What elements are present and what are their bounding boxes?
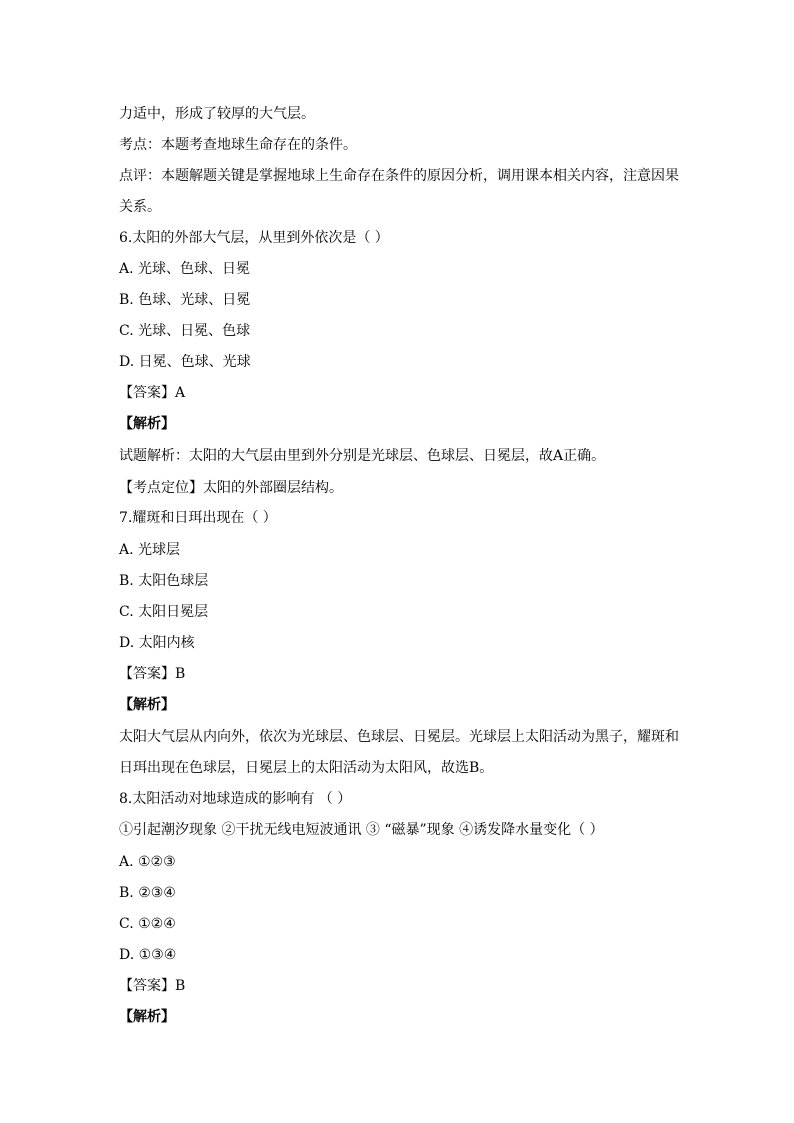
analysis-heading: 【解析】 [119, 1009, 175, 1025]
text-line: 力适中，形成了较厚的大气层。 [119, 106, 315, 122]
analysis-text: 试题解析：太阳的大气层由里到外分别是光球层、色球层、日冕层，故A正确。 [119, 448, 606, 464]
text-line: 考点：本题考查地球生命存在的条件。 [119, 137, 357, 153]
option-b: B. ②③④ [119, 885, 176, 901]
analysis-text: 太阳大气层从内向外，依次为光球层、色球层、日冕层。光球层上太阳活动为黑子，耀斑和 [119, 729, 679, 745]
option-d: D. ①③④ [119, 947, 177, 963]
analysis-heading: 【解析】 [119, 697, 175, 713]
option-d: D. 太阳内核 [119, 635, 195, 651]
analysis-text: 日珥出现在色球层，日冕层上的太阳活动为太阳风，故选B。 [119, 760, 494, 776]
option-a: A. ①②③ [119, 854, 176, 870]
option-b: B. 太阳色球层 [119, 573, 209, 589]
analysis-heading: 【解析】 [119, 416, 175, 432]
text-line: 点评：本题解题关键是掌握地球上生命存在条件的原因分析，调用课本相关内容，注意因果 [119, 168, 679, 184]
text-line: 关系。 [119, 199, 161, 215]
option-c: C. 太阳日冕层 [119, 604, 209, 620]
option-c: C. ①②④ [119, 916, 176, 932]
question-8-items: ①引起潮汐现象 ②干扰无线电短波通讯 ③ “磁暴”现象 ④诱发降水量变化（ ） [119, 822, 604, 838]
answer-label: 【答案】A [119, 385, 186, 401]
question-7: 7.耀斑和日珥出现在（ ） [119, 510, 277, 526]
question-8: 8.太阳活动对地球造成的影响有 （ ） [119, 791, 352, 807]
answer-label: 【答案】B [119, 978, 186, 994]
option-b: B. 色球、光球、日冕 [119, 292, 251, 308]
option-d: D. 日冕、色球、光球 [119, 354, 251, 370]
option-c: C. 光球、日冕、色球 [119, 323, 251, 339]
answer-label: 【答案】B [119, 666, 186, 682]
option-a: A. 光球层 [119, 542, 181, 558]
option-a: A. 光球、色球、日冕 [119, 261, 251, 277]
question-6: 6.太阳的外部大气层，从里到外依次是（ ） [119, 230, 389, 246]
exam-point: 【考点定位】太阳的外部圈层结构。 [119, 480, 343, 496]
